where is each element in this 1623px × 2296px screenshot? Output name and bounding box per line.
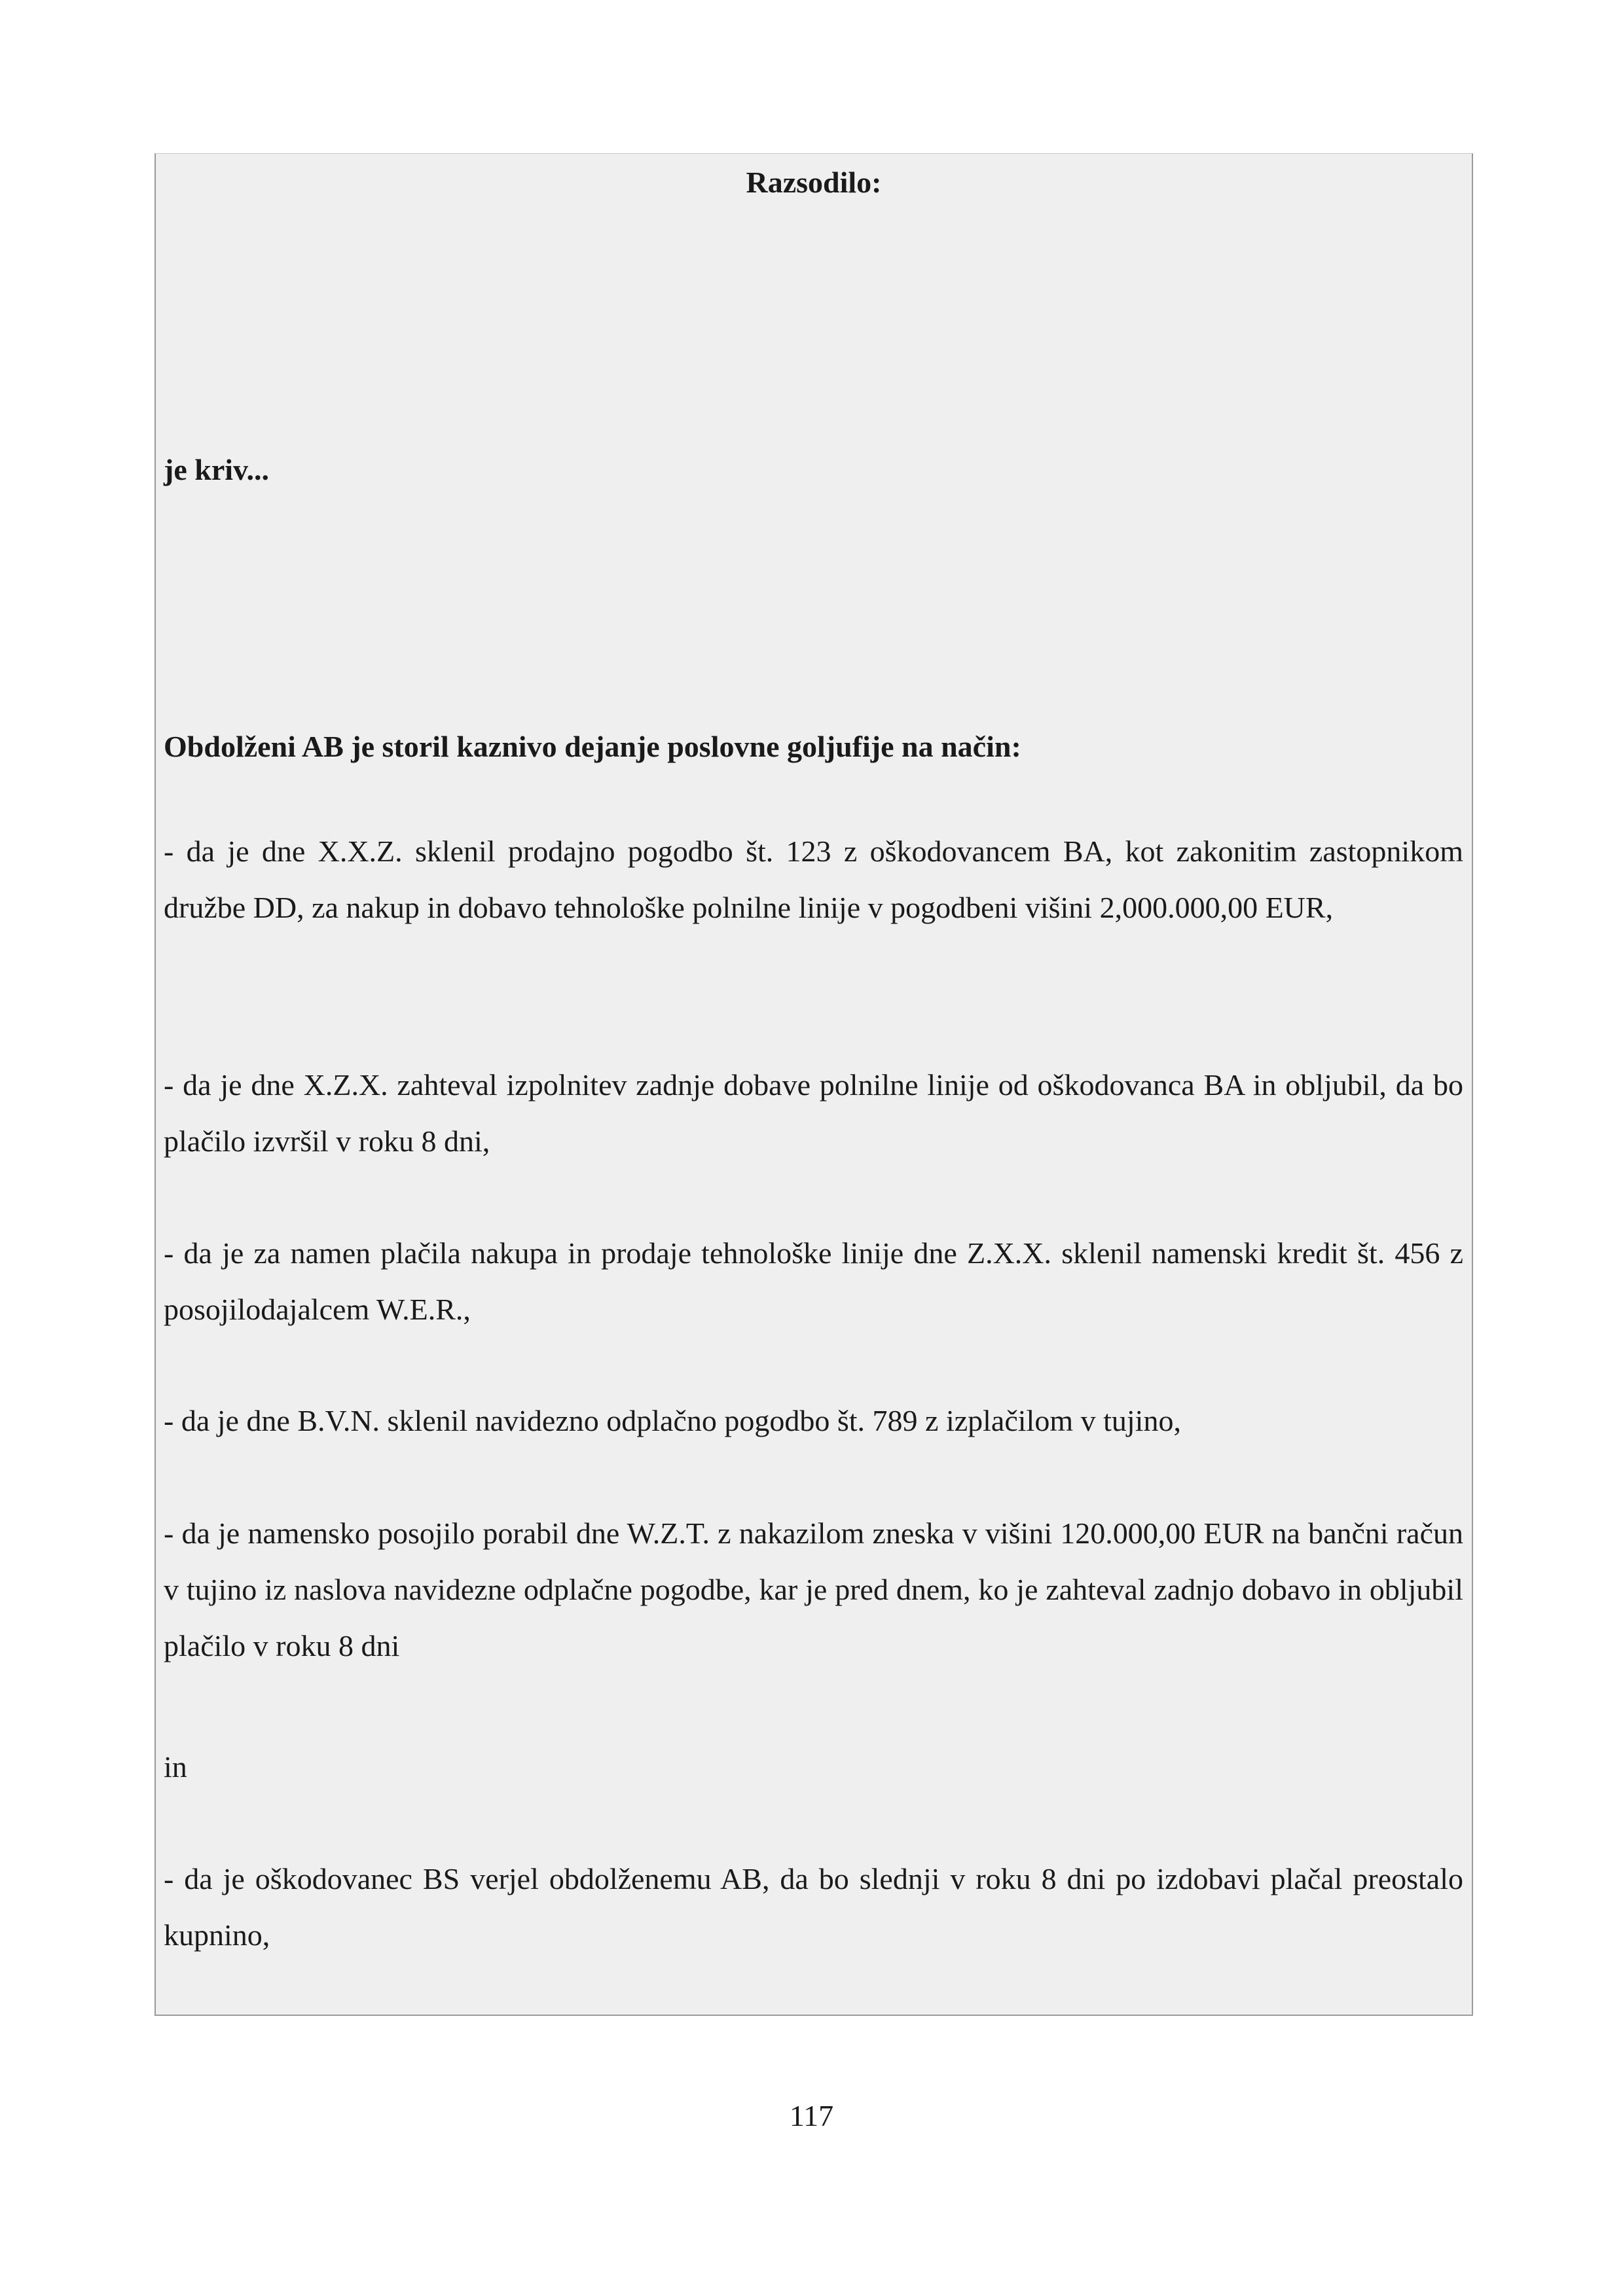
verdict-paragraph-2: - da je dne X.Z.X. zahteval izpolnitev zadnje dobave polnilne linije od oškodovanca BA in obljubil, da bo plačilo izvršil v roku 8 dni, <box>164 1068 1463 1158</box>
verdict-intro: Obdolženi AB je storil kaznivo dejanje poslovne goljufije na način: <box>164 730 1021 763</box>
verdict-paragraph-3: - da je za namen plačila nakupa in prodaje tehnološke linije dne Z.X.X. sklenil namenski kredit št. 456 z posojilodajalcem W.E.R., <box>164 1236 1463 1326</box>
page-number: 117 <box>789 2099 834 2132</box>
verdict-guilty: je kriv... <box>164 453 269 486</box>
verdict-paragraph-5: - da je namensko posojilo porabil dne W.Z.T. z nakazilom zneska v višini 120.000,00 EUR na bančni račun v tujino iz naslova navidezne odplačne pogodbe, kar je pred dnem, ko je zahteval zadnjo dobavo in obljubil plačilo v roku 8 dni <box>164 1516 1463 1662</box>
verdict-heading: Razsodilo: <box>746 166 882 199</box>
verdict-paragraph-1: - da je dne X.X.Z. sklenil prodajno pogodbo št. 123 z oškodovancem BA, kot zakonitim zastopnikom družbe DD, za nakup in dobavo tehnološke polnilne linije v pogodbeni višini 2,000.000,00 EUR, <box>164 834 1463 924</box>
verdict-conjunction: in <box>164 1750 187 1784</box>
verdict-paragraph-4: - da je dne B.V.N. sklenil navidezno odplačno pogodbo št. 789 z izplačilom v tujino, <box>164 1404 1181 1437</box>
verdict-paragraph-6: - da je oškodovanec BS verjel obdolženemu AB, da bo slednji v roku 8 dni po izdobavi plačal preostalo kupnino, <box>164 1862 1463 1952</box>
